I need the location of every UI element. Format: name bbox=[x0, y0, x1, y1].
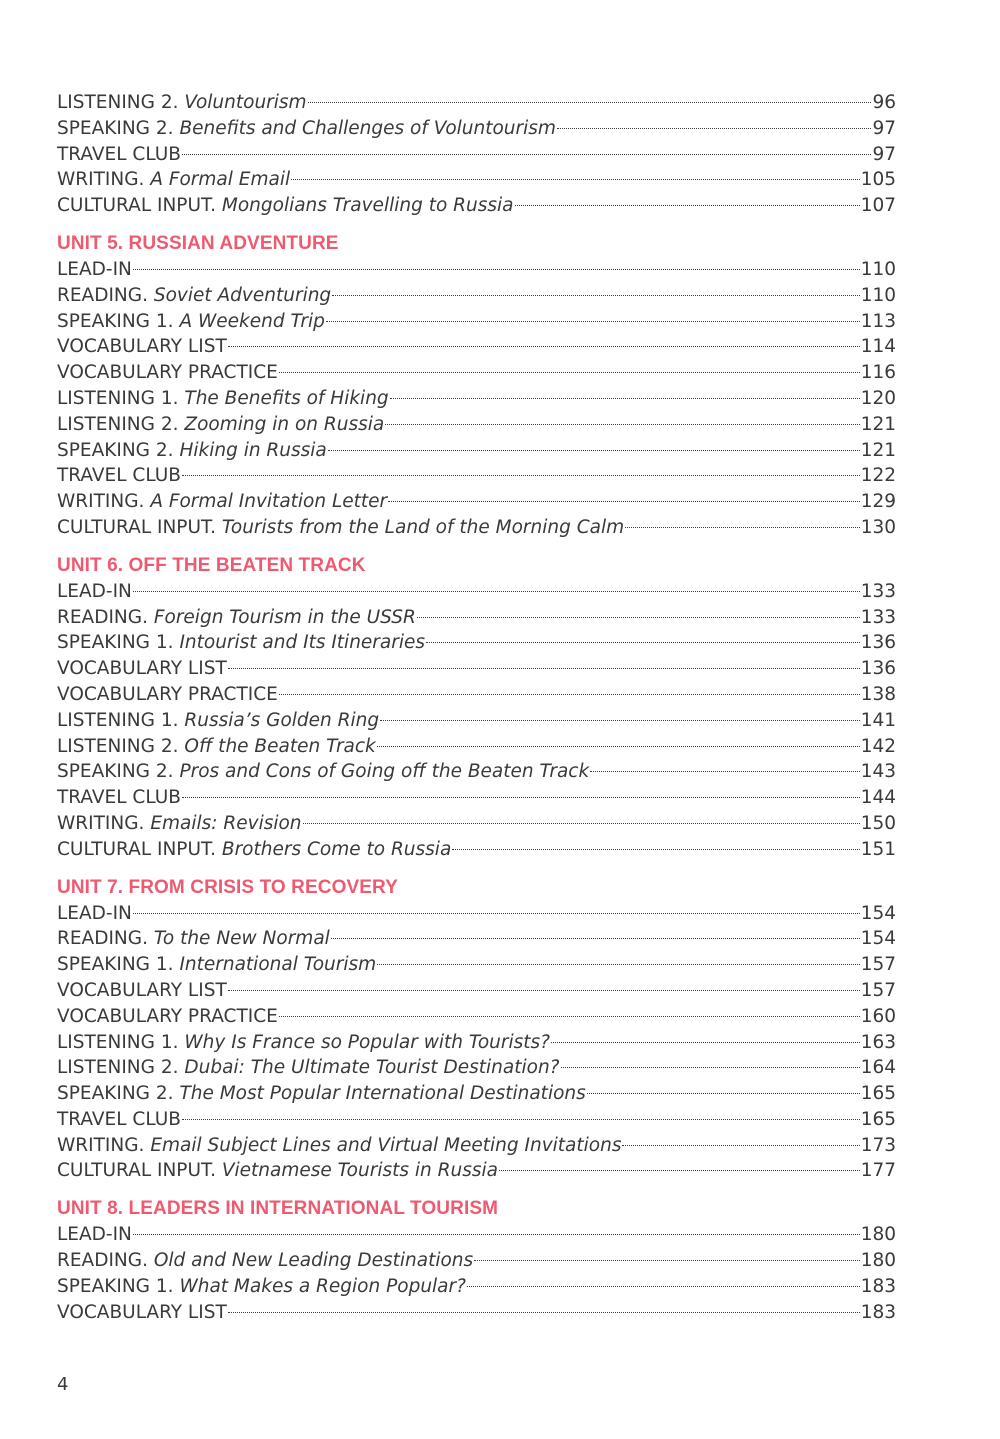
entry-page-number: 130 bbox=[860, 516, 896, 538]
entry-section-type: CULTURAL INPUT. bbox=[57, 516, 216, 538]
entry-label bbox=[57, 489, 387, 515]
entry-topic: Brothers Come to Russia bbox=[221, 838, 452, 860]
entry-topic: Dubai: The Ultimate Tourist Destination? bbox=[184, 1057, 560, 1079]
entry-section-type: VOCABULARY PRACTICE bbox=[57, 1005, 278, 1027]
entry-label bbox=[57, 386, 389, 412]
dot-leader bbox=[622, 1145, 859, 1146]
entry-label bbox=[57, 90, 307, 116]
entry-topic: Russia’s Golden Ring bbox=[184, 709, 380, 731]
toc-section bbox=[57, 90, 896, 219]
entry-section-type: READING. bbox=[57, 928, 148, 950]
toc-entry[interactable] bbox=[57, 167, 896, 193]
entry-section-type: TRAVEL CLUB bbox=[57, 787, 181, 809]
dot-leader bbox=[182, 797, 860, 798]
toc-entry[interactable] bbox=[57, 1248, 896, 1274]
entry-section-type: SPEAKING 2. bbox=[57, 1083, 174, 1105]
toc-section bbox=[57, 1196, 896, 1325]
entry-label bbox=[57, 759, 589, 785]
toc-section bbox=[57, 875, 896, 1185]
entry-topic: Pros and Cons of Going off the Beaten Track bbox=[179, 761, 590, 783]
entry-topic: Email Subject Lines and Virtual Meeting Invitations bbox=[150, 1134, 622, 1156]
entry-label bbox=[57, 708, 379, 734]
entry-page-number: 136 bbox=[860, 632, 896, 654]
dot-leader bbox=[587, 1093, 860, 1094]
dot-leader bbox=[377, 964, 860, 965]
entry-topic: The Most Popular International Destinations bbox=[179, 1083, 586, 1105]
entry-section-type: LISTENING 1. bbox=[57, 709, 179, 731]
toc-entry[interactable] bbox=[57, 412, 896, 438]
entry-page-number: 151 bbox=[860, 838, 896, 860]
entry-section-type: LISTENING 1. bbox=[57, 1031, 179, 1053]
dot-leader bbox=[557, 128, 872, 129]
toc-entry[interactable] bbox=[57, 257, 896, 283]
toc-entry[interactable] bbox=[57, 489, 896, 515]
entry-page-number: 141 bbox=[860, 709, 896, 731]
entry-section-type: LEAD-IN bbox=[57, 258, 132, 280]
dot-leader bbox=[133, 591, 860, 592]
entry-page-number: 105 bbox=[860, 169, 896, 191]
entry-section-type: SPEAKING 2. bbox=[57, 117, 174, 139]
unit-heading: UNIT 8. LEADERS IN INTERNATIONAL TOURISM bbox=[57, 1198, 499, 1220]
entry-section-type: LEAD-IN bbox=[57, 580, 132, 602]
entry-page-number: 96 bbox=[872, 92, 896, 113]
toc-entry[interactable] bbox=[57, 309, 896, 335]
entry-page-number: 160 bbox=[860, 1005, 896, 1027]
entry-section-type: SPEAKING 1. bbox=[57, 632, 174, 654]
entry-section-type: READING. bbox=[57, 1250, 148, 1272]
entry-page-number: 163 bbox=[860, 1031, 896, 1053]
toc-entry[interactable] bbox=[57, 1300, 896, 1326]
entry-label bbox=[57, 952, 376, 978]
toc-entry[interactable] bbox=[57, 811, 896, 837]
entry-page-number: 177 bbox=[860, 1160, 896, 1182]
dot-leader bbox=[590, 771, 859, 772]
entry-label bbox=[57, 412, 384, 438]
toc-entry[interactable] bbox=[57, 1004, 896, 1030]
toc-entry[interactable] bbox=[57, 656, 896, 682]
dot-leader bbox=[474, 1260, 860, 1261]
entry-page-number: 114 bbox=[860, 336, 896, 358]
toc-entry[interactable] bbox=[57, 1222, 896, 1248]
entry-section-type: LEAD-IN bbox=[57, 902, 132, 924]
entry-page-number: 157 bbox=[860, 954, 896, 976]
entry-topic: What Makes a Region Popular? bbox=[179, 1275, 466, 1297]
entry-section-type: VOCABULARY LIST bbox=[57, 1301, 227, 1323]
dot-leader bbox=[228, 1312, 860, 1313]
toc-entry[interactable] bbox=[57, 116, 896, 142]
entry-section-type: WRITING. bbox=[57, 491, 145, 513]
dot-leader bbox=[182, 154, 872, 155]
entry-topic: To the New Normal bbox=[153, 928, 330, 950]
entry-section-type: READING. bbox=[57, 284, 148, 306]
toc-entry[interactable] bbox=[57, 90, 896, 116]
toc-entry[interactable] bbox=[57, 1107, 896, 1133]
entry-section-type: SPEAKING 1. bbox=[57, 1275, 174, 1297]
entry-page-number: 173 bbox=[860, 1134, 896, 1156]
dot-leader bbox=[551, 1042, 860, 1043]
entry-section-type: SPEAKING 1. bbox=[57, 954, 174, 976]
entry-section-type: VOCABULARY LIST bbox=[57, 658, 227, 680]
entry-topic: Emails: Revision bbox=[150, 812, 302, 834]
entry-page-number: 110 bbox=[860, 258, 896, 280]
toc-entry[interactable] bbox=[57, 334, 896, 360]
dot-leader bbox=[133, 269, 860, 270]
entry-label bbox=[57, 926, 330, 952]
entry-label bbox=[57, 1300, 227, 1326]
entry-section-type: WRITING. bbox=[57, 169, 145, 191]
entry-label bbox=[57, 734, 376, 760]
toc-entry[interactable] bbox=[57, 438, 896, 464]
toc-entry[interactable] bbox=[57, 1274, 896, 1300]
entry-section-type: READING. bbox=[57, 606, 148, 628]
entry-section-type: TRAVEL CLUB bbox=[57, 1108, 181, 1130]
dot-leader bbox=[228, 990, 860, 991]
page-number: 4 bbox=[57, 1374, 69, 1395]
entry-topic: Mongolians Travelling to Russia bbox=[221, 195, 514, 217]
entry-section-type: LISTENING 2. bbox=[57, 92, 179, 113]
entry-page-number: 154 bbox=[860, 902, 896, 924]
unit-heading: UNIT 7. FROM CRISIS TO RECOVERY bbox=[57, 876, 398, 898]
entry-page-number: 120 bbox=[860, 387, 896, 409]
entry-page-number: 142 bbox=[860, 735, 896, 757]
entry-label bbox=[57, 116, 556, 142]
entry-page-number: 180 bbox=[860, 1250, 896, 1272]
entry-section-type: SPEAKING 2. bbox=[57, 439, 174, 461]
dot-leader bbox=[133, 1234, 860, 1235]
entry-topic: International Tourism bbox=[179, 954, 377, 976]
toc-entry[interactable] bbox=[57, 1133, 896, 1159]
entry-label bbox=[57, 463, 181, 489]
toc-entry[interactable] bbox=[57, 386, 896, 412]
entry-label bbox=[57, 605, 416, 631]
entry-topic: Tourists from the Land of the Morning Calm bbox=[221, 516, 625, 538]
toc-entry[interactable] bbox=[57, 926, 896, 952]
dot-leader bbox=[380, 720, 860, 721]
dot-leader bbox=[426, 642, 860, 643]
entry-topic: Hiking in Russia bbox=[179, 439, 327, 461]
entry-page-number: 144 bbox=[860, 787, 896, 809]
entry-label bbox=[57, 1081, 586, 1107]
entry-page-number: 157 bbox=[860, 979, 896, 1001]
entry-section-type: WRITING. bbox=[57, 1134, 145, 1156]
entry-page-number: 121 bbox=[860, 413, 896, 435]
entry-page-number: 121 bbox=[860, 439, 896, 461]
entry-label bbox=[57, 142, 181, 168]
dot-leader bbox=[377, 746, 860, 747]
entry-label bbox=[57, 193, 514, 219]
entry-section-type: VOCABULARY LIST bbox=[57, 979, 227, 1001]
entry-label bbox=[57, 656, 227, 682]
entry-topic: Benefits and Challenges of Voluntourism bbox=[179, 117, 556, 139]
entry-label bbox=[57, 901, 132, 927]
dot-leader bbox=[228, 668, 860, 669]
entry-topic: Zooming in on Russia bbox=[184, 413, 385, 435]
dot-leader bbox=[326, 321, 860, 322]
toc-section bbox=[57, 553, 896, 863]
entry-page-number: 164 bbox=[860, 1057, 896, 1079]
entry-topic: The Benefits of Hiking bbox=[184, 387, 389, 409]
entry-label bbox=[57, 1055, 560, 1081]
toc-entry[interactable] bbox=[57, 515, 896, 541]
toc-entry[interactable] bbox=[57, 463, 896, 489]
dot-leader bbox=[228, 346, 860, 347]
dot-leader bbox=[133, 913, 860, 914]
entry-topic: Soviet Adventuring bbox=[153, 284, 332, 306]
entry-label bbox=[57, 1133, 621, 1159]
entry-page-number: 136 bbox=[860, 658, 896, 680]
entry-page-number: 183 bbox=[860, 1275, 896, 1297]
entry-topic: Intourist and Its Itineraries bbox=[179, 632, 426, 654]
entry-label bbox=[57, 630, 425, 656]
entry-page-number: 116 bbox=[860, 362, 896, 384]
entry-label bbox=[57, 579, 132, 605]
dot-leader bbox=[328, 450, 860, 451]
entry-section-type: LEAD-IN bbox=[57, 1224, 132, 1246]
toc-section bbox=[57, 231, 896, 541]
entry-label bbox=[57, 682, 278, 708]
entry-section-type: LISTENING 2. bbox=[57, 735, 179, 757]
table-of-contents bbox=[57, 90, 896, 1325]
entry-topic: Why Is France so Popular with Tourists? bbox=[184, 1031, 550, 1053]
entry-section-type: CULTURAL INPUT. bbox=[57, 1160, 216, 1182]
toc-entry[interactable] bbox=[57, 837, 896, 863]
toc-entry[interactable] bbox=[57, 630, 896, 656]
dot-leader bbox=[388, 501, 860, 502]
toc-entry[interactable] bbox=[57, 1081, 896, 1107]
entry-section-type: VOCABULARY LIST bbox=[57, 336, 227, 358]
entry-label bbox=[57, 1158, 498, 1184]
entry-page-number: 150 bbox=[860, 812, 896, 834]
dot-leader bbox=[331, 938, 860, 939]
entry-section-type: CULTURAL INPUT. bbox=[57, 195, 216, 217]
toc-entry[interactable] bbox=[57, 142, 896, 168]
dot-leader bbox=[515, 205, 860, 206]
entry-page-number: 165 bbox=[860, 1108, 896, 1130]
toc-entry[interactable] bbox=[57, 579, 896, 605]
entry-page-number: 110 bbox=[860, 284, 896, 306]
entry-topic: A Weekend Trip bbox=[179, 310, 325, 332]
entry-label bbox=[57, 811, 302, 837]
toc-entry[interactable] bbox=[57, 978, 896, 1004]
dot-leader bbox=[332, 295, 860, 296]
dot-leader bbox=[182, 475, 860, 476]
entry-topic: Off the Beaten Track bbox=[184, 735, 376, 757]
entry-label bbox=[57, 837, 451, 863]
entry-page-number: 180 bbox=[860, 1224, 896, 1246]
toc-entry[interactable] bbox=[57, 193, 896, 219]
dot-leader bbox=[499, 1170, 860, 1171]
entry-section-type: TRAVEL CLUB bbox=[57, 465, 181, 487]
entry-label bbox=[57, 167, 290, 193]
toc-entry[interactable] bbox=[57, 283, 896, 309]
dot-leader bbox=[390, 398, 860, 399]
entry-label bbox=[57, 785, 181, 811]
entry-page-number: 113 bbox=[860, 310, 896, 332]
toc-entry[interactable] bbox=[57, 785, 896, 811]
entry-page-number: 97 bbox=[872, 143, 896, 165]
toc-entry[interactable] bbox=[57, 734, 896, 760]
entry-label bbox=[57, 1248, 473, 1274]
entry-label bbox=[57, 283, 331, 309]
dot-leader bbox=[182, 1119, 860, 1120]
unit-heading: UNIT 6. OFF THE BEATEN TRACK bbox=[57, 554, 366, 576]
dot-leader bbox=[417, 617, 860, 618]
entry-page-number: 122 bbox=[860, 465, 896, 487]
dot-leader bbox=[291, 179, 860, 180]
toc-entry[interactable] bbox=[57, 759, 896, 785]
dot-leader bbox=[467, 1286, 860, 1287]
entry-page-number: 129 bbox=[860, 491, 896, 513]
dot-leader bbox=[303, 823, 860, 824]
dot-leader bbox=[279, 1016, 860, 1017]
entry-label bbox=[57, 360, 278, 386]
entry-label bbox=[57, 515, 624, 541]
toc-entry[interactable] bbox=[57, 682, 896, 708]
entry-topic: Voluntourism bbox=[184, 92, 307, 113]
entry-section-type: CULTURAL INPUT. bbox=[57, 838, 216, 860]
entry-section-type: LISTENING 2. bbox=[57, 1057, 179, 1079]
dot-leader bbox=[625, 527, 860, 528]
unit-heading: UNIT 5. RUSSIAN ADVENTURE bbox=[57, 232, 339, 254]
entry-section-type: WRITING. bbox=[57, 812, 145, 834]
entry-section-type: LISTENING 2. bbox=[57, 413, 179, 435]
dot-leader bbox=[279, 694, 860, 695]
entry-section-type: VOCABULARY PRACTICE bbox=[57, 683, 278, 705]
toc-entry[interactable] bbox=[57, 1030, 896, 1056]
entry-label bbox=[57, 257, 132, 283]
entry-page-number: 165 bbox=[860, 1083, 896, 1105]
toc-entry[interactable] bbox=[57, 708, 896, 734]
dot-leader bbox=[561, 1067, 860, 1068]
toc-entry[interactable] bbox=[57, 901, 896, 927]
entry-topic: A Formal Email bbox=[150, 169, 291, 191]
dot-leader bbox=[452, 849, 859, 850]
toc-entry[interactable] bbox=[57, 1158, 896, 1184]
entry-topic: Foreign Tourism in the USSR bbox=[153, 606, 416, 628]
entry-page-number: 143 bbox=[860, 761, 896, 783]
entry-page-number: 133 bbox=[860, 580, 896, 602]
entry-page-number: 183 bbox=[860, 1301, 896, 1323]
entry-section-type: VOCABULARY PRACTICE bbox=[57, 362, 278, 384]
dot-leader bbox=[279, 372, 860, 373]
entry-label bbox=[57, 334, 227, 360]
entry-label bbox=[57, 1274, 466, 1300]
entry-label bbox=[57, 978, 227, 1004]
toc-entry[interactable] bbox=[57, 360, 896, 386]
entry-section-type: SPEAKING 2. bbox=[57, 761, 174, 783]
dot-leader bbox=[385, 424, 859, 425]
entry-topic: Old and New Leading Destinations bbox=[153, 1250, 474, 1272]
entry-page-number: 97 bbox=[872, 117, 896, 139]
entry-label bbox=[57, 1107, 181, 1133]
toc-entry[interactable] bbox=[57, 605, 896, 631]
entry-section-type: LISTENING 1. bbox=[57, 387, 179, 409]
entry-topic: A Formal Invitation Letter bbox=[150, 491, 388, 513]
entry-page-number: 138 bbox=[860, 683, 896, 705]
entry-label bbox=[57, 1222, 132, 1248]
entry-section-type: TRAVEL CLUB bbox=[57, 143, 181, 165]
entry-label bbox=[57, 309, 325, 335]
entry-label bbox=[57, 438, 327, 464]
entry-page-number: 154 bbox=[860, 928, 896, 950]
toc-entry[interactable] bbox=[57, 1055, 896, 1081]
entry-page-number: 133 bbox=[860, 606, 896, 628]
entry-topic: Vietnamese Tourists in Russia bbox=[221, 1160, 498, 1182]
entry-label bbox=[57, 1004, 278, 1030]
toc-entry[interactable] bbox=[57, 952, 896, 978]
dot-leader bbox=[308, 102, 872, 103]
entry-page-number: 107 bbox=[860, 195, 896, 217]
entry-section-type: SPEAKING 1. bbox=[57, 310, 174, 332]
entry-label bbox=[57, 1030, 550, 1056]
